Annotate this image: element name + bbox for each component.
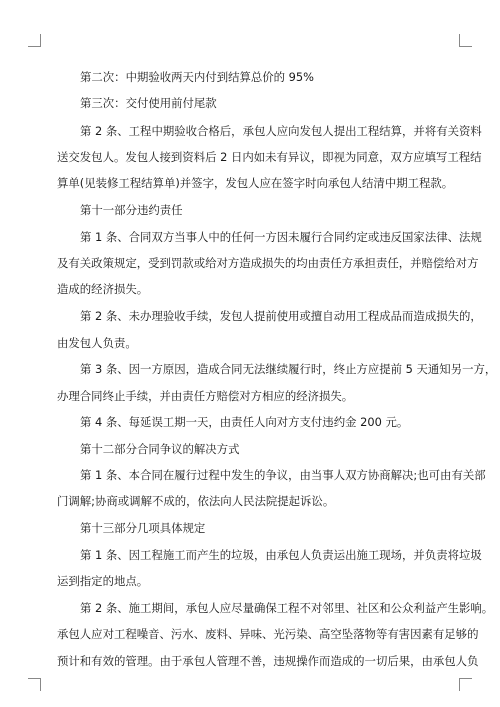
text-line: 第 2 条、工程中期验收合格后，承包人应向发包人提出工程结算，并将有关资料	[80, 124, 482, 138]
text-line: 第 2 条、施工期间，承包人应尽量确保工程不对邻里、社区和公众利益产生影响。	[80, 601, 494, 615]
crop-mark-top-left	[28, 34, 41, 47]
text-line: 预计和有效的管理。由于承包人管理不善，违规操作而造成的一切后果，由承包人负	[57, 654, 479, 668]
text-line: 送交发包人。发包人接到资料后 2 日内如未有异议，即视为同意，双方应填写工程结	[57, 150, 482, 164]
crop-mark-top-right	[459, 34, 472, 47]
crop-mark-bottom-left	[28, 678, 41, 691]
text-line: 运到指定的地点。	[57, 574, 149, 588]
text-line: 第三次：交付使用前付尾款	[80, 96, 217, 110]
text-line: 算单(见装修工程结算单)并签字，发包人应在签字时向承包人结清中期工程款。	[57, 176, 454, 190]
text-line: 第 4 条、每延误工期一天，由责任人向对方支付违约金 200 元。	[80, 415, 409, 429]
text-line: 第 3 条、因一方原因，造成合同无法继续履行时，终止方应提前 5 天通知另一方，	[80, 362, 497, 376]
text-line: 及有关政策规定，受到罚款或给对方造成损失的均由责任方承担责任，并赔偿给对方	[57, 256, 479, 270]
text-line: 第 1 条、因工程施工而产生的垃圾，由承包人负责运出施工现场，并负责将垃圾	[80, 548, 482, 562]
text-line: 由发包人负责。	[57, 336, 137, 350]
text-line: 第 2 条、未办理验收手续，发包人提前使用或擅自动用工程成品而造成损失的，	[80, 309, 482, 323]
section-heading: 第十三部分几项具体规定	[80, 521, 206, 535]
text-line: 办理合同终止手续，并由责任方赔偿对方相应的经济损失。	[57, 389, 354, 403]
text-line: 第 1 条、合同双方当事人中的任何一方因未履行合同约定或违反国家法律、法规	[80, 230, 482, 244]
text-line: 第二次：中期验收两天内付到结算总价的 95%	[80, 70, 314, 84]
text-line: 造成的经济损失。	[57, 282, 149, 296]
section-heading: 第十二部分合同争议的解决方式	[80, 442, 240, 456]
text-line: 第 1 条、本合同在履行过程中发生的争议，由当事人双方协商解决;也可由有关部	[80, 468, 486, 482]
section-heading: 第十一部分违约责任	[80, 203, 183, 217]
text-line: 承包人应对工程噪音、污水、废料、异味、光污染、高空坠落物等有害因素有足够的	[57, 627, 479, 641]
text-line: 门调解;协商或调解不成的，依法向人民法院提起诉讼。	[57, 494, 335, 508]
crop-mark-bottom-right	[459, 678, 472, 691]
